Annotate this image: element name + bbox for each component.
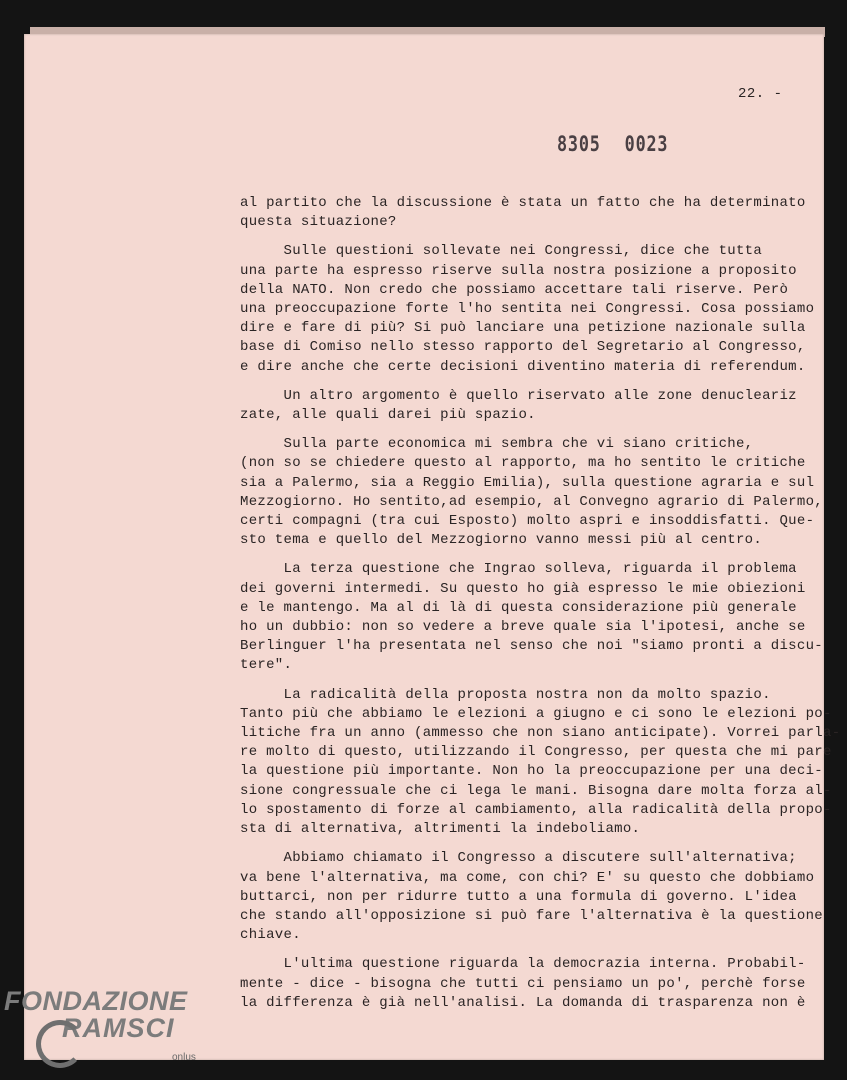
- paragraph: La terza questione che Ingrao solleva, riguarda il problema dei governi intermedi. Su questo ho già espresso le mie obiezioni e le mantengo. Ma al di là di questa considerazione più generale ho un dubbio: non so vedere a breve quale sia l'ipotesi, anche se Berlinguer l'ha presentata nel senso che noi "siamo pronti a discu- tere".: [240, 561, 823, 674]
- body-text: [240, 194, 841, 1023]
- fondazione-gramsci-watermark: [4, 986, 196, 1063]
- watermark-line1: FONDAZIONE: [4, 986, 188, 1016]
- paragraph: La radicalità della proposta nostra non da molto spazio. Tanto più che abbiamo le elezioni a giugno e ci sono le elezioni po- litiche fra un anno (ammesso che non siano anticipate). Vorrei parla- re molto di questo, utilizzando il Congresso, per questa che mi pare la questione più importante. Non ho la preoccupazione per una deci- sione congressuale che ci lega le mani. Bisogna dare molta forza al- lo spostamento di forze al cambiamento, alla radicalità della propo- sta di alternativa, altrimenti la indeboliamo.: [240, 686, 841, 838]
- paragraph: Un altro argomento è quello riservato alle zone denucleariz zate, alle quali darei più spazio.: [240, 387, 797, 424]
- watermark-suffix: onlus: [172, 1052, 196, 1063]
- paragraph: Sulle questioni sollevate nei Congressi, dice che tutta una parte ha espresso riserve sulla nostra posizione a proposito della NATO. Non credo che possiamo accettare tali riserve. Però una preoccupazione forte l'ho sentita nei Congressi. Cosa possiamo dire e fare di più? Si può lanciare una petizione nazionale sulla base di Comiso nello stesso rapporto del Segretario al Congresso, e dire anche che certe decisioni diventino materia di referendum.: [240, 243, 815, 375]
- paragraph: al partito che la discussione è stata un fatto che ha determinato questa situazione?: [240, 195, 806, 231]
- paragraph: L'ultima questione riguarda la democrazia interna. Probabil- mente - dice - bisogna che tutti ci pensiamo un po', perchè forse la differenza è già nell'analisi. La domanda di trasparenza non è: [240, 956, 806, 1011]
- stamp-code-1: 8305: [557, 132, 601, 156]
- paragraph: Sulla parte economica mi sembra che vi siano critiche, (non so se chiedere questo al rapporto, ma ho sentito le critiche sia a Palermo, sia a Reggio Emilia), sulla questione agraria e sul Mezzogiorno. Ho sentito,ad esempio, al Convegno agrario di Palermo, certi compagni (tra cui Esposto) molto aspri e insoddisfatti. Que- sto tema e quello del Mezzogiorno vanno messi più al centro.: [240, 436, 823, 549]
- page-number: 22. -: [738, 86, 783, 102]
- paragraph: Abbiamo chiamato il Congresso a discutere sull'alternativa; va bene l'alternativa, ma come, con chi? E' su questo che dobbiamo buttarci, non per ridurre tutto a una formula di governo. L'idea che stando all'opposizione si può fare l'alternativa è la questione chiave.: [240, 850, 823, 944]
- gramsci-g-logo-icon: [36, 1020, 84, 1068]
- watermark-line2: RAMSCI: [62, 1013, 175, 1043]
- document-page: [24, 34, 841, 1060]
- archive-stamp: [557, 132, 668, 156]
- stamp-code-2: 0023: [624, 132, 669, 156]
